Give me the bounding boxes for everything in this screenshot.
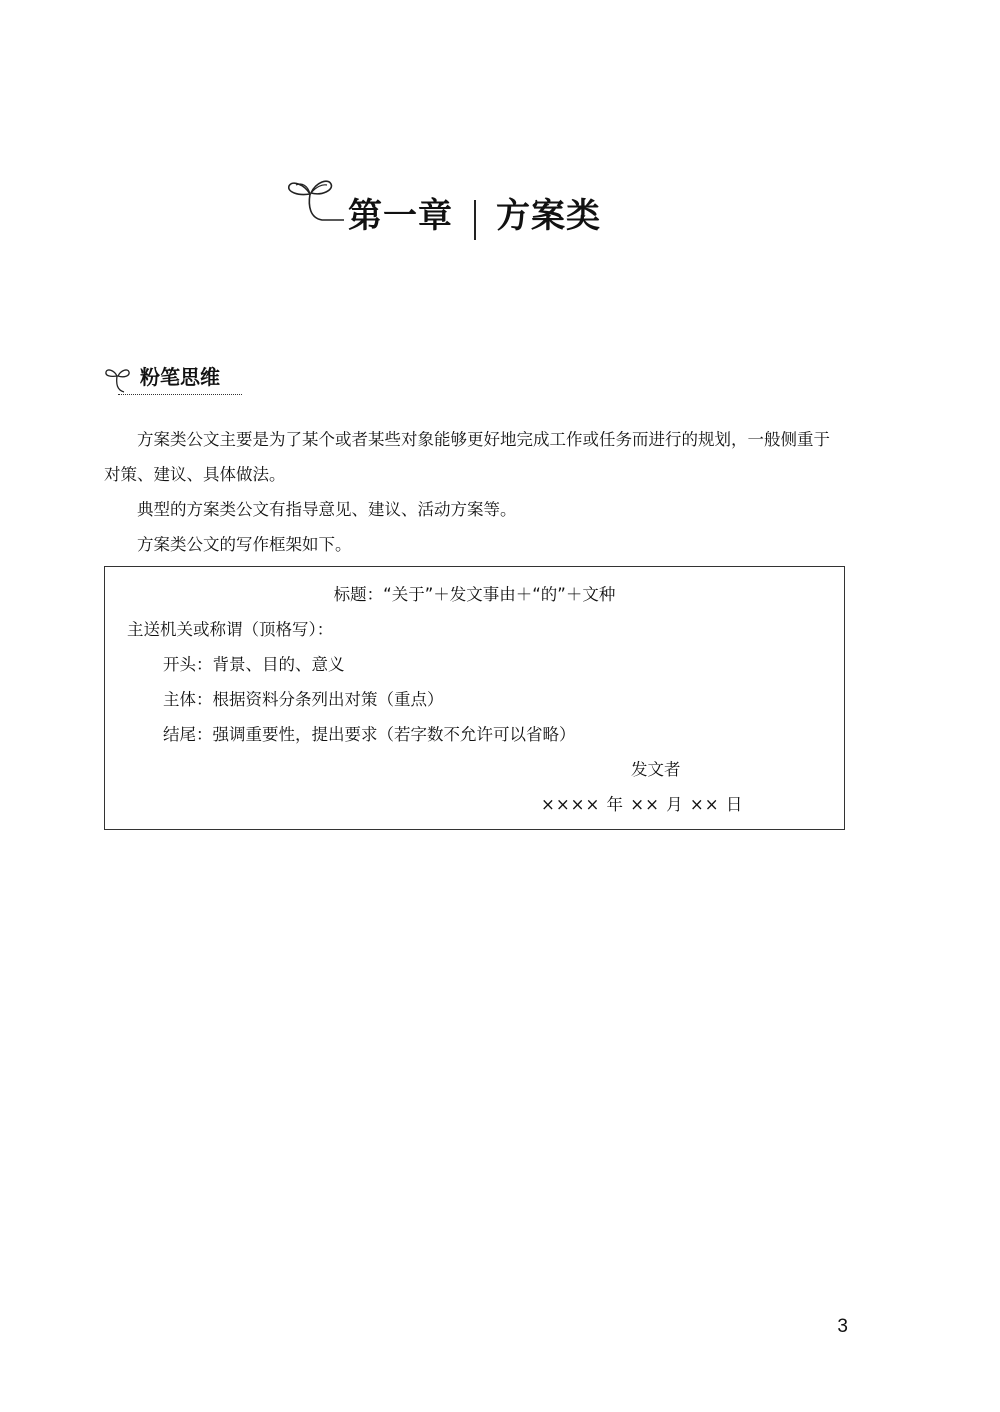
framework-box [104,566,845,830]
framework-opening: 开头：背景、目的、意义 [163,655,345,674]
paragraph: 典型的方案类公文有指导意见、建议、活动方案等。 [137,500,517,519]
section-title: 粉笔思维 [140,365,220,389]
chapter-heading [286,176,616,248]
paragraph: 方案类公文主要是为了某个或者某些对象能够更好地完成工作或任务而进行的规划，一般侧重于对策、建议、具体做法。 [104,430,830,484]
sprout-icon [286,176,348,226]
section-heading [104,362,244,398]
chapter-title: 第一章 [348,196,453,236]
paragraph: 方案类公文的写作框架如下。 [137,535,352,554]
framework-sender: 发文者 [631,760,681,779]
framework-date: ×××× 年 ×× 月 ×× 日 [541,795,744,814]
framework-recipient: 主送机关或称谓（顶格写）： [127,620,334,639]
framework-title: 标题：“关于”＋发文事由＋“的”＋文种 [333,585,616,604]
framework-ending: 结尾：强调重要性，提出要求（若字数不允许可以省略） [163,725,576,744]
chapter-divider [474,200,476,240]
page-number: 3 [837,1316,848,1337]
section-underline [118,394,242,395]
chapter-subtitle: 方案类 [496,196,601,236]
framework-main: 主体：根据资料分条列出对策（重点） [163,690,444,709]
body-text [104,422,846,562]
sprout-icon [104,366,134,394]
